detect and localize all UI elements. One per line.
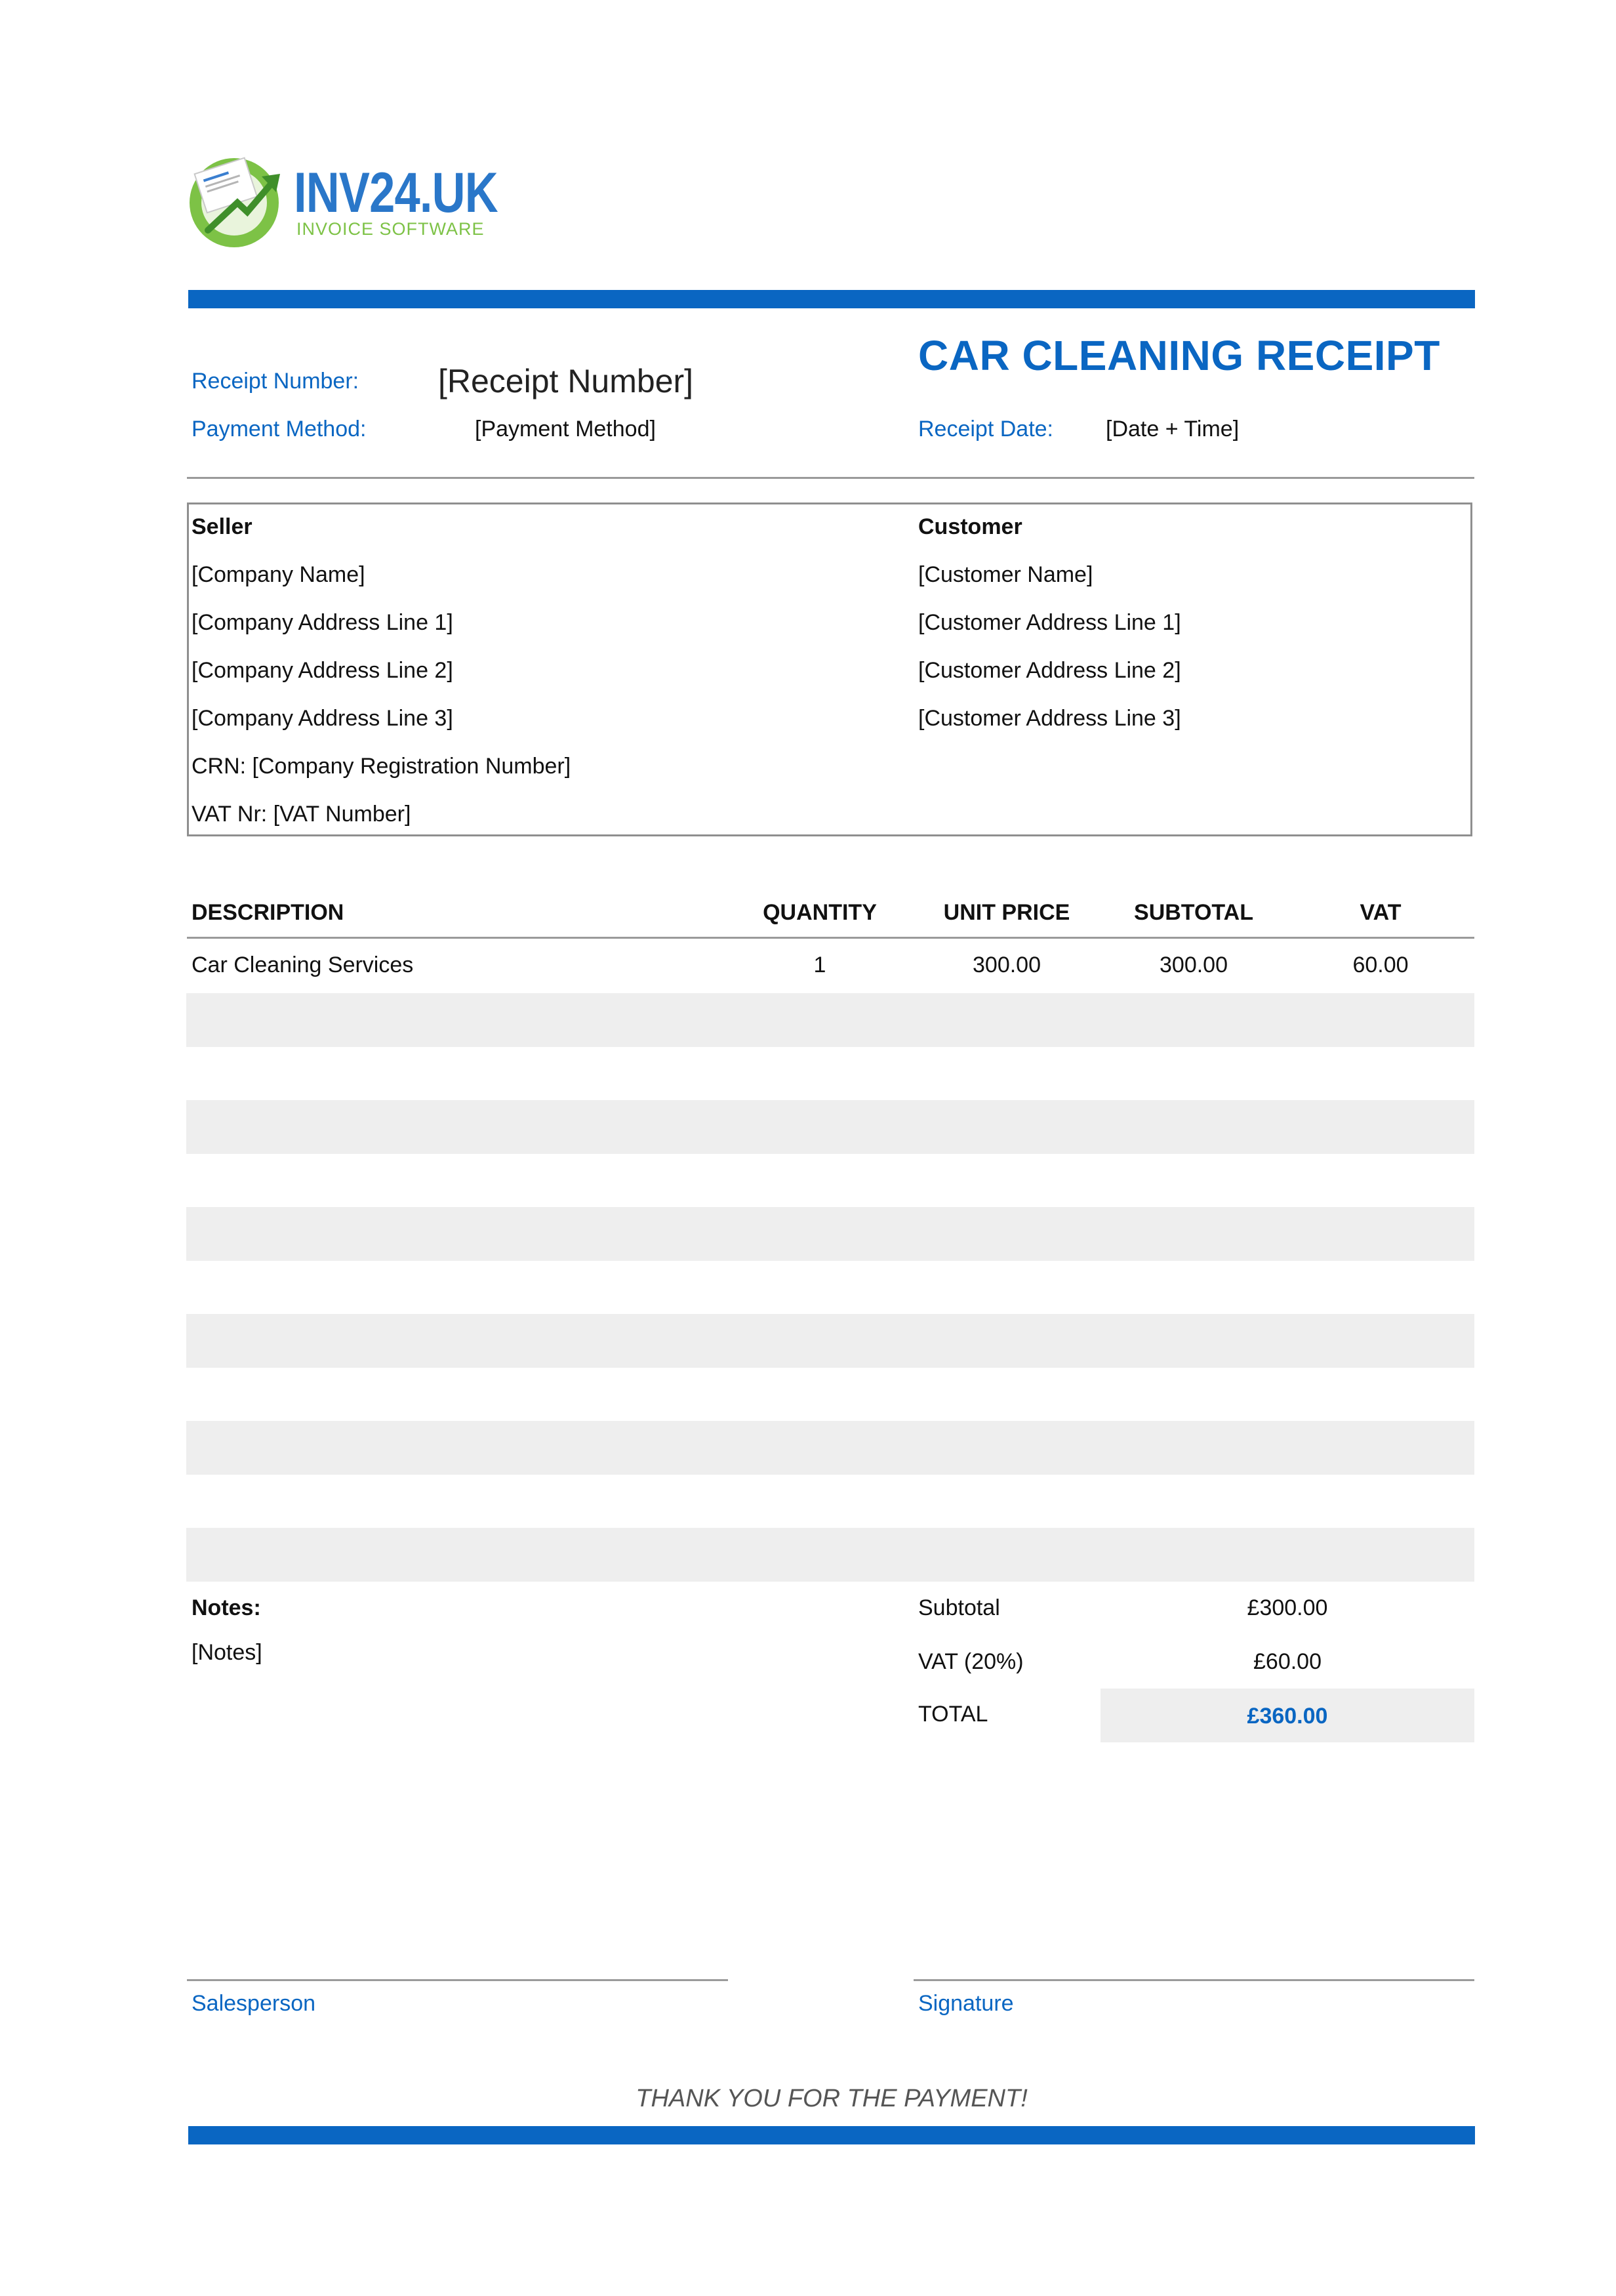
table-row <box>186 993 1474 1047</box>
vat-label: VAT (20%) <box>918 1649 1024 1674</box>
logo-text: INV24.UK <box>294 161 498 224</box>
notes-label: Notes: <box>192 1595 261 1620</box>
table-row <box>186 1207 1474 1261</box>
seller-line: [Company Name] <box>192 562 365 587</box>
column-header-subtotal: SUBTOTAL <box>1134 900 1253 925</box>
signature-line <box>914 1979 1474 1981</box>
customer-line: [Customer Name] <box>918 562 1093 587</box>
salesperson-label: Salesperson <box>192 1991 316 2016</box>
column-header-vat: VAT <box>1360 900 1402 925</box>
payment-method-value: [Payment Method] <box>475 417 656 441</box>
table-row <box>186 1528 1474 1582</box>
customer-line: [Customer Address Line 2] <box>918 658 1181 683</box>
seller-line: [Company Address Line 3] <box>192 706 453 731</box>
seller-line: [Company Address Line 1] <box>192 610 453 635</box>
customer-line: [Customer Address Line 1] <box>918 610 1181 635</box>
subtotal-label: Subtotal <box>918 1595 1000 1620</box>
item-description: Car Cleaning Services <box>192 953 414 977</box>
column-header-description: DESCRIPTION <box>192 900 344 925</box>
notes-value: [Notes] <box>192 1640 262 1665</box>
item-subtotal: 300.00 <box>1160 953 1228 977</box>
bottom-accent-bar <box>188 2126 1475 2144</box>
signature-label: Signature <box>918 1991 1014 2016</box>
customer-line: [Customer Address Line 3] <box>918 706 1181 731</box>
column-header-unit-price: UNIT PRICE <box>943 900 1070 925</box>
total-value: £360.00 <box>1247 1704 1328 1729</box>
receipt-date-value: [Date + Time] <box>1106 417 1240 441</box>
item-vat: 60.00 <box>1352 953 1409 977</box>
payment-method-label: Payment Method: <box>192 417 367 441</box>
customer-heading: Customer <box>918 514 1022 539</box>
table-row <box>186 1314 1474 1368</box>
column-header-quantity: QUANTITY <box>763 900 877 925</box>
receipt-number-value: [Receipt Number] <box>438 363 694 400</box>
table-header-divider <box>187 937 1474 939</box>
receipt-date-label: Receipt Date: <box>918 417 1053 441</box>
receipt-number-label: Receipt Number: <box>192 369 359 394</box>
subtotal-value: £300.00 <box>1247 1595 1328 1620</box>
item-unit-price: 300.00 <box>973 953 1041 977</box>
logo-subtitle: INVOICE SOFTWARE <box>296 219 485 239</box>
table-row <box>186 1421 1474 1475</box>
seller-line: CRN: [Company Registration Number] <box>192 754 571 779</box>
seller-line: [Company Address Line 2] <box>192 658 453 683</box>
item-quantity: 1 <box>813 953 826 977</box>
document-title: CAR CLEANING RECEIPT <box>918 332 1440 379</box>
table-row <box>186 1100 1474 1154</box>
total-label: TOTAL <box>918 1702 988 1727</box>
thank-you-message: THANK YOU FOR THE PAYMENT! <box>636 2085 1028 2112</box>
seller-line: VAT Nr: [VAT Number] <box>192 802 411 827</box>
seller-heading: Seller <box>192 514 253 539</box>
vat-value: £60.00 <box>1253 1649 1322 1674</box>
salesperson-line <box>187 1979 728 1981</box>
header-divider <box>187 477 1474 479</box>
top-accent-bar <box>188 290 1475 308</box>
